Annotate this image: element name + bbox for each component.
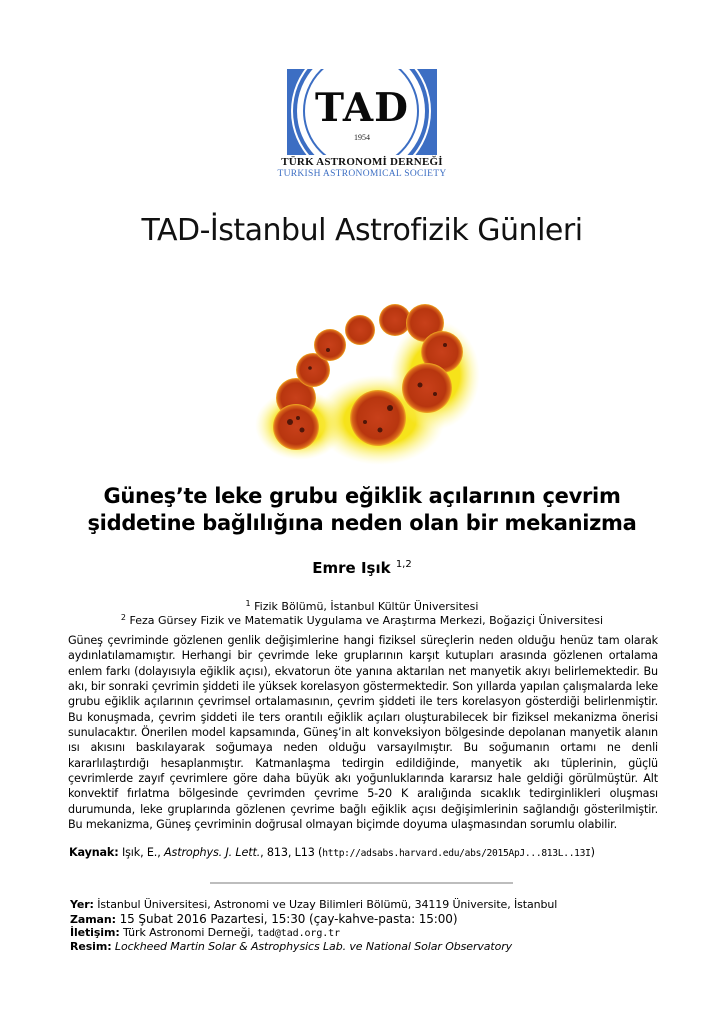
abstract — [68, 633, 658, 832]
paper-title-line2: şiddetine bağlılığına neden olan bir mekanizma — [87, 511, 637, 535]
event-title: TAD-İstanbul Astrofizik Günleri — [141, 213, 583, 248]
image-credit-row — [70, 940, 670, 954]
affiliation-1-num: 1 — [245, 599, 251, 608]
contact-org: Türk Astronomi Derneği, — [123, 926, 254, 939]
affiliation-2 — [0, 613, 724, 627]
reference-close: ) — [590, 846, 595, 859]
divider — [210, 882, 513, 884]
paper-title-line1: Güneş’te leke grubu eğiklik açılarının çevrim — [103, 484, 621, 508]
affiliation-1 — [0, 599, 724, 613]
reference-volume: , 813, L13 ( — [260, 846, 323, 859]
contact-row — [70, 926, 670, 940]
affiliation-1-text: Fizik Bölümü, İstanbul Kültür Üniversitesi — [254, 600, 479, 613]
solar-cycle-image — [240, 290, 490, 470]
image-credit-label: Resim: — [70, 940, 112, 953]
reference-label: Kaynak: — [69, 846, 119, 859]
time-value: 15 Şubat 2016 Pazartesi, 15:30 (çay-kahve-pasta: 15:00) — [119, 912, 458, 926]
place-row — [70, 898, 670, 912]
author-affiliation-marks: 1,2 — [395, 559, 412, 570]
author-name: Emre Işık — [312, 559, 391, 577]
affiliation-2-text: Feza Gürsey Fizik ve Matematik Uygulama ve Araştırma Merkezi, Boğaziçi Üniversitesi — [129, 614, 604, 627]
place-label: Yer: — [70, 898, 94, 911]
time-row — [70, 912, 670, 926]
reference-journal: Astrophys. J. Lett. — [164, 846, 261, 859]
reference-authors: Işık, E., — [121, 846, 161, 859]
contact-email-link[interactable]: tad@tad.org.tr — [257, 928, 341, 939]
society-name-tr: TÜRK ASTRONOMİ DERNEĞİ — [281, 156, 443, 168]
logo-acronym: TAD — [315, 85, 409, 131]
society-name-en: TURKISH ASTRONOMICAL SOCIETY — [277, 169, 447, 179]
image-credit-value: Lockheed Martin Solar & Astrophysics Lab. ve National Solar Observatory — [114, 940, 513, 953]
tad-logo — [287, 69, 437, 155]
abstract-text: Güneş çevriminde gözlenen genlik değişimlerine hangi fiziksel süreçlerin neden olduğu henüz tam olarak aydınlatılamamıştır. Herhangi bir çevrimde leke gruplarının karşıt kutupları arasında gözlenen ortalama enlem farkı (dolayısıyla eğiklik açısı), ekvatorun öte yanına aktarılan net manyetik akıyı belirlemektedir. Bu akı, bir sonraki çevrimin şiddeti ile yüksek korelasyon göstermektedir. Son yıllarda yapılan çalışmalarda leke grubu eğiklik açılarının çevrimsel ortalamasının, çevrim şiddeti ile ters korelasyon gösterdiği belirlenmiştir. Bu konuşmada, çevrim şiddeti ile ters orantılı eğiklik açıları oluşturabilecek bir fiziksel mekanizma önerisi sunulacaktır. Önerilen model kapsamında, Güneş’in alt konveksiyon bölgesinde depolanan manyetik alanın ısı akısını baskılayarak soğumaya neden olduğu varsayılmıştır. Bu soğumanın ortamı ne denli kararlılaştırdığı hesaplanmıştır. Katmanlaşma tedirgin edildiğinde, manyetik akı tüplerinin, güçlü çevrimlerde zayıf çevrimlere göre daha büyük akı yoğunluklarında kararsız hale geldiği görülmüştür. Alt konvektif fırlatma bölgesinde çevrimden çevrime 5-20 K aralığında sıcaklık tedirginlikleri oluşması durumunda, leke gruplarında gözlenen çevrime bağlı eğiklik açısı değişimlerinin sağlandığı gösterilmiştir. Bu mekanizma, Güneş çevriminin doğrusal olmayan biçimde doyuma ulaşmasından sorumlu olabilir. — [68, 634, 658, 832]
reference — [69, 846, 669, 859]
affiliation-2-num: 2 — [120, 613, 126, 622]
paper-title — [60, 483, 664, 537]
logo-year: 1954 — [354, 133, 370, 142]
author — [0, 559, 724, 577]
event-details — [70, 898, 670, 954]
place-value: İstanbul Üniversitesi, Astronomi ve Uzay Bilimleri Bölümü, 34119 Üniversite, İstanbul — [97, 898, 558, 911]
contact-label: İletişim: — [70, 926, 120, 939]
reference-url-link[interactable]: http://adsabs.harvard.edu/abs/2015ApJ...813L..13I — [322, 848, 591, 859]
time-label: Zaman: — [70, 913, 116, 926]
